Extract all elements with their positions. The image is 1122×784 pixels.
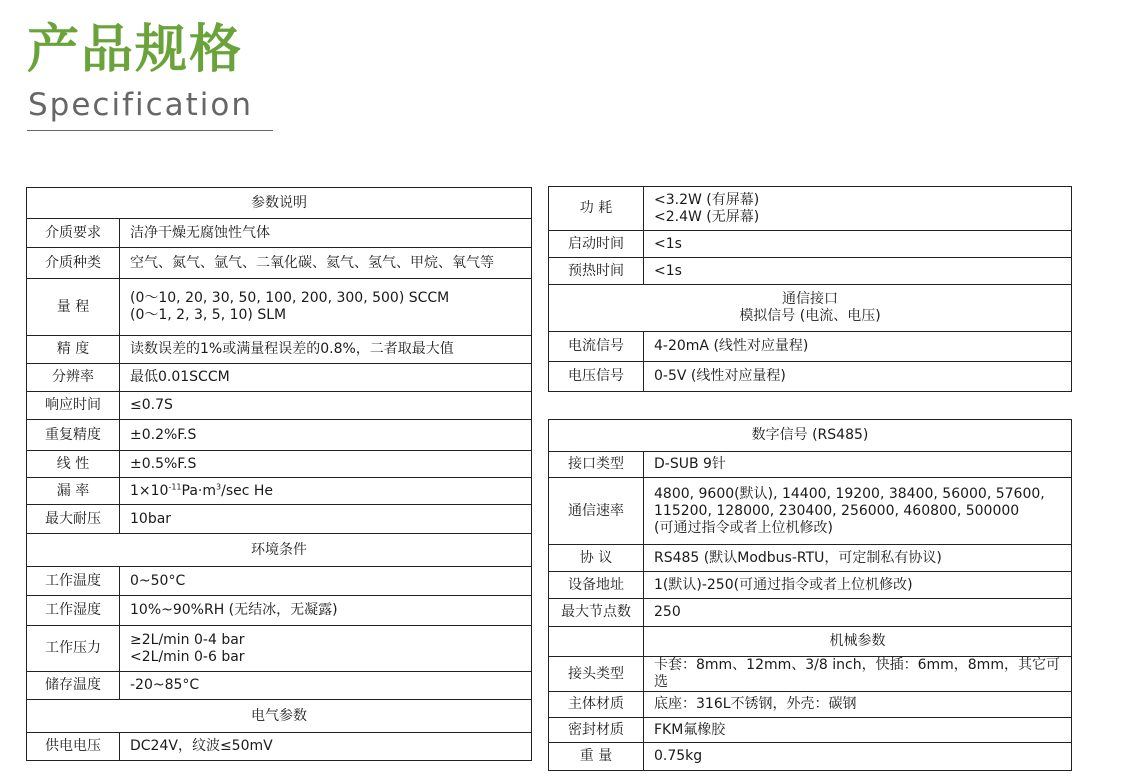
- row-key: 重复精度: [27, 420, 120, 451]
- row-key: 预热时间: [549, 258, 644, 285]
- row-value: ±0.2%F.S: [120, 420, 532, 451]
- leak-base: 1×10: [130, 482, 169, 499]
- row-key: 接口类型: [549, 452, 644, 478]
- row-value: DC24V，纹波≤50mV: [120, 733, 532, 761]
- row-value: 0.75kg: [644, 743, 1072, 771]
- spec-table-left: [26, 187, 532, 761]
- row-value: 空气、氮气、氩气、二氧化碳、氦气、氢气、甲烷、氧气等: [120, 248, 532, 279]
- page-subtitle: Specification: [28, 87, 254, 123]
- table-row: [549, 332, 1072, 362]
- value-line: <3.2W (有屏幕): [654, 191, 760, 208]
- section-header: 环境条件: [27, 534, 532, 567]
- table-row: [27, 672, 532, 700]
- table-row: [549, 231, 1072, 258]
- table-row: [549, 599, 1072, 627]
- table-row: [27, 451, 532, 478]
- table-row: [549, 478, 1072, 545]
- row-value: ±0.5%F.S: [120, 451, 532, 478]
- row-value: 4-20mA (线性对应量程): [644, 332, 1072, 362]
- value-line: 4800, 9600(默认), 14400, 19200, 38400, 56000, 57600,: [654, 485, 1045, 502]
- row-value: 洁净干燥无腐蚀性气体: [120, 219, 532, 248]
- row-key: 主体材质: [549, 692, 644, 718]
- leak-unit-tail: /sec He: [221, 482, 274, 499]
- table-row: [27, 478, 532, 505]
- page-title: 产品规格: [27, 20, 244, 80]
- table-row: [549, 362, 1072, 392]
- row-value: 底座：316L不锈钢，外壳：碳钢: [644, 692, 1072, 718]
- row-value: 最低0.01SCCM: [120, 364, 532, 392]
- row-value: [120, 626, 532, 672]
- row-value: 10bar: [120, 505, 532, 534]
- value-line: (可通过指令或者上位机修改): [654, 519, 833, 536]
- table-row: [27, 392, 532, 420]
- value-line: ≥2L/min 0-4 bar: [130, 631, 245, 648]
- row-key: 漏 率: [27, 478, 120, 505]
- row-value: 0~50°C: [120, 567, 532, 596]
- row-value: [120, 279, 532, 336]
- row-value: 0-5V (线性对应量程): [644, 362, 1072, 392]
- row-key: 响应时间: [27, 392, 120, 420]
- section-header-line: 通信接口: [782, 291, 838, 307]
- row-key: 分辨率: [27, 364, 120, 392]
- row-value: 1(默认)-250(可通过指令或者上位机修改): [644, 572, 1072, 599]
- row-key: 启动时间: [549, 231, 644, 258]
- leak-unit-exponent: 3: [216, 481, 222, 491]
- value-line: (0～1, 2, 3, 5, 10) SLM: [130, 307, 287, 323]
- row-key: 工作温度: [27, 567, 120, 596]
- title-underline: [27, 130, 273, 131]
- row-key: 介质种类: [27, 248, 120, 279]
- row-key: 电压信号: [549, 362, 644, 392]
- table-row: [27, 733, 532, 761]
- row-value: <1s: [644, 258, 1072, 285]
- row-value: -20~85°C: [120, 672, 532, 700]
- row-key: 密封材质: [549, 718, 644, 743]
- row-key: 最大节点数: [549, 599, 644, 627]
- row-key: 电流信号: [549, 332, 644, 362]
- table-row: [27, 567, 532, 596]
- value-line: <2.4W (无屏幕): [654, 208, 760, 225]
- leak-exponent: -11: [168, 481, 182, 491]
- blank-cell: [549, 627, 644, 657]
- section-header: 数字信号 (RS485): [549, 420, 1072, 452]
- table-row: [27, 596, 532, 626]
- section-header: 电气参数: [27, 700, 532, 733]
- table-row: [27, 248, 532, 279]
- table-row: [549, 657, 1072, 692]
- row-value: [120, 478, 532, 505]
- row-key: 介质要求: [27, 219, 120, 248]
- row-key: 精 度: [27, 336, 120, 364]
- leak-unit: Pa·m: [181, 482, 217, 499]
- row-key: 通信速率: [549, 478, 644, 545]
- row-value: FKM氟橡胶: [644, 718, 1072, 743]
- table-row: [549, 545, 1072, 572]
- value-line: (0～10, 20, 30, 50, 100, 200, 300, 500) SCCM: [130, 290, 450, 306]
- table-row: [27, 279, 532, 336]
- row-value: [644, 187, 1072, 231]
- spec-table-right-top: [548, 186, 1072, 392]
- table-row: [27, 626, 532, 672]
- row-value: RS485 (默认Modbus-RTU，可定制私有协议): [644, 545, 1072, 572]
- table-row: [549, 692, 1072, 718]
- section-header: 参数说明: [27, 188, 532, 219]
- row-key: 工作压力: [27, 626, 120, 672]
- row-key: 功 耗: [549, 187, 644, 231]
- table-row: [27, 505, 532, 534]
- row-key: 供电电压: [27, 733, 120, 761]
- table-row: [549, 187, 1072, 231]
- table-row: [549, 718, 1072, 743]
- row-value: 卡套：8mm、12mm、3/8 inch，快插：6mm，8mm，其它可选: [644, 657, 1072, 692]
- section-header: 机械参数: [644, 627, 1072, 657]
- row-key: 储存温度: [27, 672, 120, 700]
- spec-table-right-bottom: [548, 419, 1072, 771]
- table-row: [549, 452, 1072, 478]
- row-value: ≤0.7S: [120, 392, 532, 420]
- row-value: 读数误差的1%或满量程误差的0.8%，二者取最大值: [120, 336, 532, 364]
- row-value: D-SUB 9针: [644, 452, 1072, 478]
- row-key: 工作湿度: [27, 596, 120, 626]
- row-key: 接头类型: [549, 657, 644, 692]
- table-row: [549, 572, 1072, 599]
- row-value: <1s: [644, 231, 1072, 258]
- row-key: 重 量: [549, 743, 644, 771]
- section-header: [549, 285, 1072, 332]
- row-key: 设备地址: [549, 572, 644, 599]
- table-row: [27, 219, 532, 248]
- table-row: [27, 420, 532, 451]
- row-value: 250: [644, 599, 1072, 627]
- row-value: 10%~90%RH (无结冰，无凝露): [120, 596, 532, 626]
- table-row: [549, 258, 1072, 285]
- section-header-line: 模拟信号 (电流、电压): [739, 308, 881, 324]
- table-row: [27, 364, 532, 392]
- row-value: [644, 478, 1072, 545]
- table-row: [27, 336, 532, 364]
- row-key: 协 议: [549, 545, 644, 572]
- row-key: 最大耐压: [27, 505, 120, 534]
- row-key: 线 性: [27, 451, 120, 478]
- row-key: 量 程: [27, 279, 120, 336]
- table-row: [549, 743, 1072, 771]
- value-line: <2L/min 0-6 bar: [130, 648, 245, 665]
- value-line: 115200, 128000, 230400, 256000, 460800, 500000: [654, 502, 1020, 519]
